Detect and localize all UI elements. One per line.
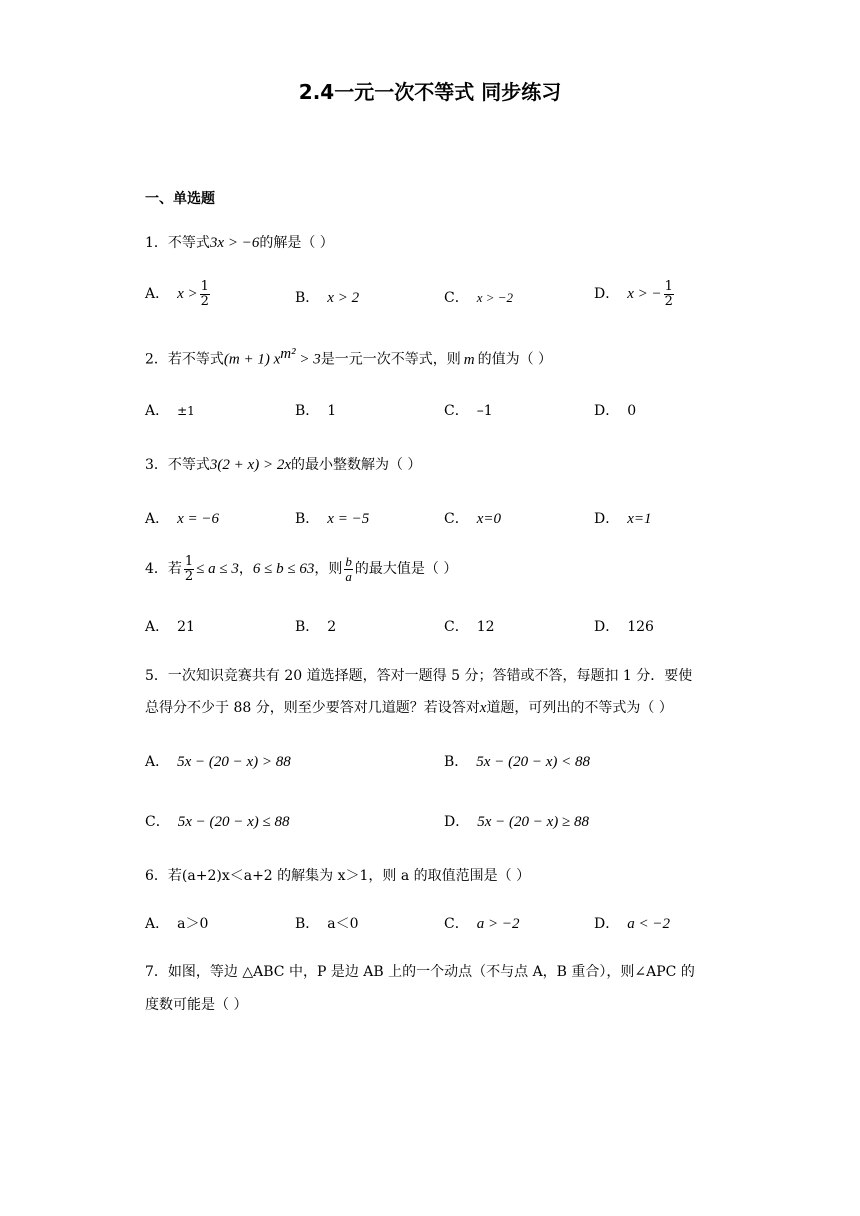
math-expression: (m + 1) x [223, 351, 281, 368]
option-d [594, 400, 636, 420]
option-b [295, 508, 369, 528]
question-text: 如图，等边 △ABC 中，P 是边 AB 上的一个动点（不与点 A，B 重合），则∠APC 的 [167, 964, 695, 980]
option-b [295, 400, 336, 420]
question-text: 若(a+2)x＜a+2 的解集为 x＞1，则 a 的取值范围是（ ） [167, 868, 531, 884]
option-a [145, 913, 208, 933]
option-letter: D． [594, 916, 620, 932]
question-text: 的最小整数解为（ ） [290, 457, 422, 473]
option-letter: D． [594, 511, 620, 527]
question-text: 若 [167, 561, 182, 578]
math-expression: x > [177, 286, 198, 303]
math-expression: 5x − (20 − x) > 88 [177, 754, 291, 770]
option-letter: B． [444, 754, 469, 770]
question-5-line-2 [145, 697, 673, 717]
question-text: 若不等式 [167, 351, 224, 368]
math-expression: 5x − (20 − x) ≥ 88 [477, 814, 590, 830]
option-value: ±1 [177, 404, 195, 418]
fraction: $\frac{1}{2}$ [664, 279, 673, 309]
option-d [594, 913, 670, 933]
option-a [145, 616, 195, 636]
option-a [145, 751, 291, 771]
option-value: a＜0 [327, 916, 359, 932]
question-text: 度数可能是（ ） [145, 997, 248, 1013]
question-text: 不等式 [167, 457, 210, 473]
option-c [444, 616, 495, 636]
math-expression: x > −2 [476, 290, 514, 305]
option-letter: D． [594, 403, 620, 419]
question-text: ， [238, 561, 253, 578]
question-number: 6． [145, 868, 168, 884]
math-expression: a < −2 [627, 916, 670, 932]
question-text: 的最大值是（ ） [354, 561, 458, 578]
question-6 [145, 865, 530, 885]
question-number: 2． [145, 351, 168, 368]
option-b [444, 751, 590, 771]
math-variable: m [463, 351, 475, 368]
option-c [444, 287, 513, 307]
option-letter: A． [145, 511, 170, 527]
math-expression: 3(2 + x) > 2x [209, 457, 291, 473]
option-letter: C． [444, 619, 469, 635]
option-letter: A． [145, 619, 170, 635]
question-number: 1． [145, 235, 168, 251]
option-value: 2 [327, 619, 337, 635]
option-c [444, 400, 493, 420]
option-letter: B． [295, 916, 320, 932]
option-d [594, 508, 652, 528]
question-2 [145, 346, 552, 369]
option-b [295, 287, 359, 307]
option-letter: D． [444, 814, 470, 830]
question-text: ，则 [314, 561, 343, 578]
option-c [145, 811, 290, 831]
option-letter: D． [594, 619, 620, 635]
question-number: 5． [145, 668, 168, 684]
question-text: 的解是（ ） [259, 235, 334, 251]
option-d [444, 811, 589, 831]
fraction: $\frac{1}{2}$ [184, 554, 194, 584]
question-text: 一次知识竞赛共有 20 道选择题，答对一题得 5 分；答错或不答，每题扣 1 分．要使 [167, 668, 693, 684]
math-expression: 5x − (20 − x) ≤ 88 [177, 814, 290, 830]
question-5-line-1 [145, 665, 692, 685]
option-letter: C． [145, 814, 170, 830]
math-expression: 5x − (20 − x) < 88 [476, 754, 590, 770]
fraction: $\frac{b}{a}$ [345, 554, 352, 584]
option-letter: D． [594, 286, 620, 303]
math-expression: 6 ≤ b ≤ 63 [252, 561, 315, 578]
option-letter: A． [145, 286, 170, 303]
option-c [444, 913, 519, 933]
question-number: 7． [145, 964, 168, 980]
section-heading: 一、单选题 [145, 191, 215, 207]
option-letter: C． [444, 511, 469, 527]
option-letter: A． [145, 754, 170, 770]
question-7-line-2 [145, 994, 247, 1014]
option-letter: B． [295, 511, 320, 527]
option-value: –1 [476, 403, 493, 419]
question-1 [145, 232, 334, 252]
option-letter: C． [444, 403, 469, 419]
page-title: 2.4一元一次不等式 同步练习 [298, 80, 562, 104]
math-expression: 3x > −6 [209, 235, 260, 251]
question-3 [145, 454, 421, 474]
option-letter: B． [295, 619, 320, 635]
option-value: 126 [627, 619, 654, 635]
option-letter: C． [444, 916, 469, 932]
exponent: m² [280, 346, 296, 362]
option-a [145, 400, 195, 420]
option-value: 0 [627, 403, 637, 419]
option-value: a＞0 [177, 916, 209, 932]
question-text: 总得分不少于 88 分，则至少要答对几道题？若设答对 [145, 700, 480, 716]
question-4 [145, 555, 457, 583]
question-text: 的值为（ ） [477, 351, 553, 368]
option-value: 1 [327, 403, 337, 419]
option-d [594, 280, 676, 308]
option-a [145, 508, 219, 528]
math-expression: x=0 [476, 511, 501, 527]
question-text: 道题，可列出的不等式为（ ） [486, 700, 673, 716]
math-expression: > 3 [295, 351, 321, 368]
option-letter: A． [145, 403, 170, 419]
question-text: 不等式 [167, 235, 210, 251]
fraction: $\frac{1}{2}$ [200, 279, 209, 309]
question-number: 3． [145, 457, 168, 473]
option-value: 21 [177, 619, 195, 635]
math-expression: x = −5 [327, 511, 370, 527]
math-variable: x [479, 700, 487, 716]
question-7-line-1 [145, 961, 695, 981]
math-expression: x=1 [627, 511, 652, 527]
option-letter: A． [145, 916, 170, 932]
question-text: 是一元一次不等式，则 [320, 351, 461, 368]
math-expression: a > −2 [476, 916, 520, 932]
option-letter: B． [295, 403, 320, 419]
math-expression: ≤ a ≤ 3 [196, 561, 239, 578]
option-b [295, 913, 359, 933]
option-c [444, 508, 501, 528]
math-expression: x > 2 [327, 290, 360, 306]
option-value: 12 [476, 619, 495, 635]
math-expression: x > − [627, 286, 662, 303]
option-letter: C． [444, 290, 469, 306]
option-d [594, 616, 654, 636]
option-letter: B． [295, 290, 320, 306]
math-expression: x = −6 [177, 511, 220, 527]
question-number: 4． [145, 561, 168, 578]
option-a [145, 280, 212, 308]
option-b [295, 616, 336, 636]
